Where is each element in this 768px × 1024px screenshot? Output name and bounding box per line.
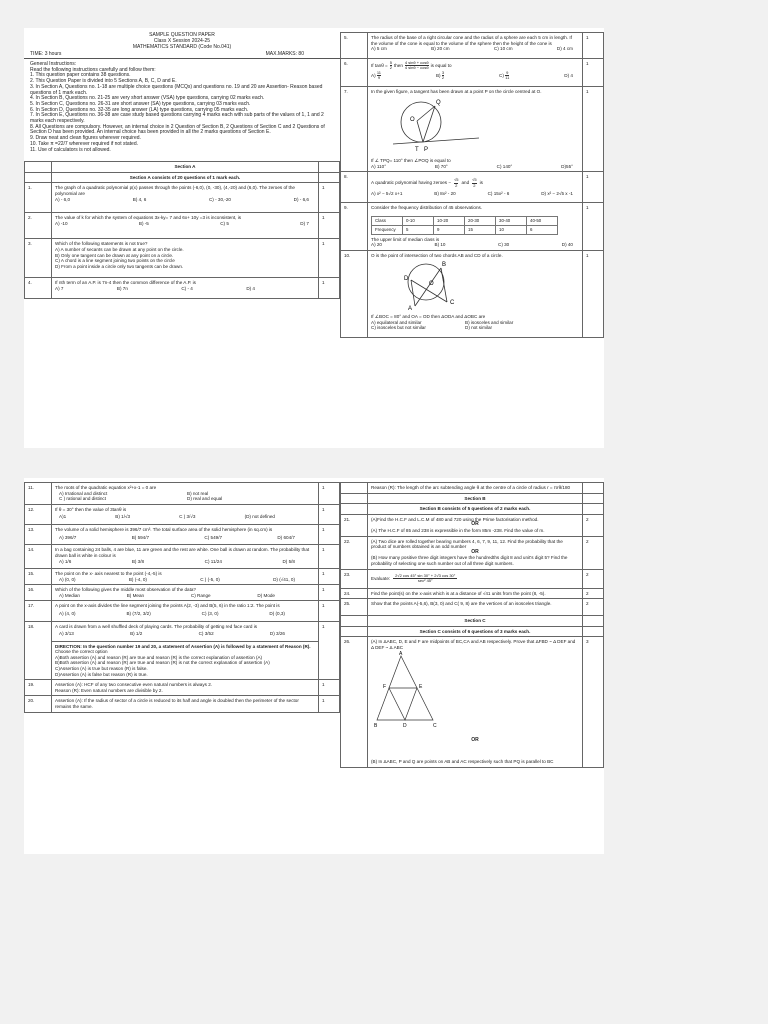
label-b: B — [442, 262, 447, 269]
question-text: Show that the points A(-5,6), B(3, 0) and C( 9, 8) are the vertices of an isosceles triangle. — [371, 601, 552, 607]
label-p: P — [424, 147, 429, 154]
question-text: Which of the following gives the middle most observation of the data? — [55, 587, 196, 593]
label-t: T — [415, 147, 419, 154]
instruction: 4. In Section B, Questions no. 21-25 are very short answer (VSA) type questions, carrying 02 marks each. — [30, 95, 265, 102]
question-text: The roots of the quadratic equation x²+x-1 = 0 are — [55, 485, 157, 490]
question-number: 7. — [341, 86, 368, 171]
question-row — [341, 58, 604, 86]
question-text: Assertion (A): HCF of any two consecutive even natural numbers is always 2. — [55, 682, 213, 688]
section-b-title: Section B — [368, 493, 583, 504]
questions-table — [340, 482, 604, 768]
option: D) 3/26 — [269, 631, 285, 637]
question-number: 15. — [25, 568, 52, 584]
fraction-denominator: sec² 45° — [417, 578, 433, 584]
option: A) 3/13 — [59, 631, 74, 637]
option-label: C) — [499, 73, 504, 78]
question-text: If tanθ = — [371, 62, 388, 68]
table-cell: 10-20 — [434, 217, 465, 226]
table-cell: 5 — [403, 225, 434, 234]
table-cell: Class — [372, 217, 403, 226]
section-a-desc: Section A consists of 20 questions of 1 mark each. — [52, 172, 319, 183]
option: A) Median — [59, 592, 80, 598]
fraction-numerator: 3 — [441, 69, 445, 75]
question-marks: 2 — [583, 599, 604, 616]
question-marks: 2 — [583, 536, 604, 569]
question-number: 3. — [25, 239, 52, 278]
question-marks: 1 — [319, 183, 340, 213]
option: A) -10 — [55, 220, 68, 226]
option: C) - 4 — [181, 285, 193, 291]
option: B) (-4, 0) — [128, 576, 147, 582]
option: D) 4 — [246, 285, 255, 291]
section-a-title: Section A — [52, 162, 319, 173]
option: C ) rational and distinct — [59, 496, 106, 502]
or-label: OR — [471, 521, 479, 528]
question-number: 1. — [25, 183, 52, 213]
question-row — [25, 601, 340, 621]
direction-text: Choose the correct option — [55, 649, 108, 655]
option: D) 4 — [564, 72, 573, 78]
question-number: 18. — [25, 621, 52, 680]
option: B) (7/2, 3/2) — [126, 610, 151, 616]
fraction-numerator: √5 — [454, 177, 459, 183]
question-text: A card is drawn from a well shuffled deck of playing cards. The probability of getting red face card is — [55, 623, 258, 629]
question-row — [341, 172, 604, 203]
table-cell: 10 — [496, 225, 527, 234]
fraction-denominator: 2 — [455, 182, 458, 188]
question-marks: 1 — [319, 239, 340, 278]
option: B) 10 — [434, 242, 446, 248]
question-number: 16. — [25, 585, 52, 601]
question-row — [25, 568, 340, 584]
question-row — [25, 680, 340, 696]
option: A)1 — [59, 514, 67, 520]
option: B) isosceles and similar — [465, 319, 514, 325]
option: C) 10 cm — [493, 46, 513, 52]
question-row — [25, 213, 340, 239]
frequency-table — [371, 216, 558, 234]
question-marks: 1 — [583, 86, 604, 171]
question-text: (A) In ΔABC, D, E and F are midpoints of BC,CA and AB respectively. Prove that ΔFBD ~ Δ DEF and Δ DEF ~ Δ ABC — [371, 639, 576, 650]
option: D) From a point inside a circle only two tangents can be drawn. — [55, 263, 184, 269]
label-d: D — [404, 276, 409, 283]
question-row — [25, 183, 340, 213]
question-marks: 1 — [319, 568, 340, 584]
question-number: 24. — [341, 588, 368, 599]
question-marks: 2 — [583, 588, 604, 599]
option: D) - 6,6 — [293, 196, 309, 202]
question-row — [341, 599, 604, 616]
option: C) - 30,-20 — [208, 196, 231, 202]
option: A) (0, 0) — [59, 576, 76, 582]
question-number: 23. — [341, 569, 368, 588]
fraction-numerator: 11 — [376, 69, 382, 75]
option: C) A chord is a line segment joining two points on the circle — [55, 258, 175, 264]
question-row — [25, 696, 340, 712]
question-row — [25, 524, 340, 544]
option: A) - 6,0 — [55, 196, 71, 202]
option: D) 5/8 — [282, 559, 295, 565]
question-marks: 1 — [319, 524, 340, 544]
option: D) 40 — [561, 242, 573, 248]
instruction: 9. Draw neat and clean figures wherever required. — [30, 135, 141, 142]
fraction-denominator: 4 sinθ − cosθ — [404, 65, 429, 71]
instruction: 11. Use of calculators is not allowed. — [30, 146, 111, 153]
question-marks: 2 — [583, 569, 604, 588]
question-number: 11. — [25, 483, 52, 505]
question-marks: 1 — [583, 202, 604, 250]
option: D) Mode — [257, 592, 275, 598]
question-row — [25, 585, 340, 601]
question-number: 17. — [25, 601, 52, 621]
option: B) -5 — [138, 220, 149, 226]
instruction: Read the following instructions carefully and follow them: — [30, 66, 156, 73]
instruction: 2. This Question Paper is divided into 5 Sections A, B, C, D and E. — [30, 78, 177, 85]
table-cell: 0-10 — [403, 217, 434, 226]
question-number: 4. — [25, 278, 52, 298]
question-number: 6. — [341, 58, 368, 86]
fraction-numerator: 2√2 cos 45° sin 30° + 2√3 cos 30° — [395, 572, 456, 578]
option: A) 7 — [55, 285, 64, 291]
header-line: Class X Session 2024-25 — [153, 38, 211, 44]
question-number: 5. — [341, 33, 368, 59]
question-marks: 1 — [319, 621, 340, 680]
option: B) 4, 6 — [132, 196, 147, 202]
question-marks: 1 — [319, 483, 340, 505]
option: C) 3/52 — [198, 631, 214, 637]
question-text: Evaluate: — [371, 575, 391, 581]
option: C) isosceles but not similar — [371, 325, 426, 331]
question-text: A quadratic polynomial having zeroes − — [371, 180, 452, 186]
option: D) (√41, 0) — [273, 576, 295, 582]
fraction-denominator: 11 — [505, 75, 510, 81]
option: D) x² − 2√5 x -1 — [541, 191, 573, 197]
option: C) 549/7 — [204, 534, 223, 540]
option: C) 30 — [498, 242, 510, 248]
fraction-numerator: 4 sinθ + cosθ — [404, 59, 429, 65]
option: A) 20 — [371, 242, 382, 248]
option: A) 110° — [371, 163, 387, 169]
question-text: (A)Find the H.C.F and L.C.M of 480 and 720 using the Prime factorisation method. — [371, 516, 539, 522]
label-c: C — [450, 300, 455, 307]
question-number: 10. — [341, 250, 368, 337]
question-marks: 1 — [319, 213, 340, 239]
option: C) Range — [190, 592, 211, 598]
direction-text: C)Assertion (A) is true but reason (R) is false. — [55, 666, 148, 672]
page-2 — [340, 28, 604, 448]
question-marks: 1 — [583, 33, 604, 59]
question-row — [25, 621, 340, 680]
question-text: A point on the x-axis divides the line segment joining the points A(2, -3) and B(5, 6) in the ratio 1:2. The point is — [55, 603, 280, 609]
question-number: 14. — [25, 545, 52, 569]
section-b-desc: Section B consists of 5 questions of 2 marks each. — [368, 504, 583, 515]
question-number: 9. — [341, 202, 368, 250]
option: B) 70° — [434, 163, 448, 169]
option: D) 7 — [300, 220, 309, 226]
question-row — [341, 202, 604, 250]
question-number: 8. — [341, 172, 368, 203]
header-line: SAMPLE QUESTION PAPER — [149, 32, 215, 38]
question-row — [341, 569, 604, 588]
option: B) not real — [187, 490, 209, 496]
option: B) Mean — [126, 592, 145, 598]
question-row — [341, 250, 604, 337]
table-cell: 20-30 — [465, 217, 496, 226]
question-row — [25, 483, 340, 505]
frequency-row — [372, 225, 558, 234]
max-marks-label: MAX.MARKS: 80 — [265, 51, 304, 57]
instruction: 8. All Questions are compulsory. However, an internal choice in 2 Question of Section B, 2 Questions of Section C and 2 Questions of Section D has been provided. An internal choice has been provided in all the 2 marks questions of Section E. — [30, 123, 325, 136]
question-text: (A) Two dice are rolled together bearing numbers 4, 6, 7, 9, 11, 12. Find the probability that the product of numbers obtained is an odd number — [371, 538, 563, 550]
option: D) (0,3) — [269, 610, 285, 616]
page-3 — [24, 478, 340, 854]
reason-text: Reason (R): The length of the arc subtending angle θ at the centre of a circle of radius r = πrθ/180 — [371, 485, 571, 490]
option: B) Only one tangent can be drawn at any point on a circle. — [55, 252, 174, 258]
question-row — [341, 86, 604, 171]
option: A) x² − 5√2 x+1 — [371, 191, 403, 197]
fraction-numerator: 5 — [389, 59, 392, 65]
option: B) 20 cm — [431, 46, 450, 52]
question-text: If ∠ TPQ= 110° then ∠POQ is equal to — [371, 157, 451, 163]
question-marks: 1 — [583, 250, 604, 337]
option: D) 604/7 — [277, 534, 295, 540]
direction-text: DIRECTION: In the question number 19 and 20, a statement of Assertion (A) is followed by a statement of Reason (R). — [55, 643, 311, 649]
question-number: 26. — [341, 637, 368, 768]
question-text: If θ = 30° then the value of 3tanθ is — [55, 506, 127, 512]
option: D) 4 cm — [556, 46, 573, 52]
question-text: Which of the following statements is not true? — [55, 241, 148, 247]
option-label: B) — [435, 73, 441, 78]
option: D) real and equal — [187, 496, 223, 502]
question-marks: 1 — [319, 585, 340, 601]
option: B) 594/7 — [131, 534, 150, 540]
instruction: 6. In Section D, Questions no. 32-35 are long answer (LA) type questions, carrying 05 marks each. — [30, 106, 249, 113]
option: C) 5 — [220, 220, 229, 226]
direction-text: B)Both assertion (A) and reason (R) are true and reason (R) is not the correct explanation of assertion (A) — [55, 660, 270, 666]
question-marks: 1 — [319, 601, 340, 621]
label-c: C — [433, 723, 437, 730]
fraction-numerator: √5 — [472, 177, 477, 183]
question-row — [25, 239, 340, 278]
question-text: Reason (R): Even natural numbers are divisible by 2. — [55, 687, 163, 693]
question-row — [341, 514, 604, 536]
question-marks: 1 — [319, 504, 340, 524]
question-text: Assertion (A): If the radius of sector of a circle is reduced to its half and angle is doubled then the perimeter of the sector remains the same. — [55, 698, 299, 710]
question-number: 20. — [25, 696, 52, 712]
label-o: O — [429, 281, 434, 288]
question-row — [25, 278, 340, 298]
intersecting-chords-figure — [371, 258, 491, 312]
option: A) 5 cm — [371, 46, 387, 52]
section-c-title: Section C — [368, 615, 583, 626]
label-d: D — [403, 723, 407, 730]
or-label: OR — [471, 548, 479, 555]
instruction: 1. This question paper contains 38 questions. — [30, 72, 131, 79]
question-text: The value of k for which the system of equations 3x-ky= 7 and 6x+ 10y =3 is inconsistent, is — [55, 215, 242, 221]
label-f: F — [383, 684, 387, 691]
question-text: The volume of a solid hemisphere is 396/7 cm³. The total surface area of the solid hemisphere (in sq.cm) is — [55, 526, 273, 532]
option: C) 11/24 — [204, 559, 222, 565]
option: C) 15x² - 6 — [487, 191, 510, 197]
option: A) (4, 0) — [59, 610, 76, 616]
question-text: If ∠BOC = 80° and OA = OD then ΔODA and ΔOBC are — [371, 313, 486, 319]
question-row — [25, 545, 340, 569]
question-row — [341, 637, 604, 768]
question-text: In a bag containing 24 balls, 4 are blue, 11 are green and the rest are white. One ball is drawn at random. The probability that drawn ball is white in colour is — [55, 547, 310, 558]
question-text: Consider the frequency distribution of 45 observations. — [371, 204, 483, 210]
section-a-table — [24, 161, 340, 298]
question-text: (B) In ΔABC, P and Q are points on AB and AC respectively such that PQ is parallel to BC — [371, 759, 554, 765]
question-text: then — [393, 62, 403, 68]
question-text: is — [479, 180, 483, 186]
label-a: A — [399, 651, 403, 658]
direction-text: D)Assertion (A) is false but reason (R) is true. — [55, 671, 148, 677]
direction-text: A)Both assertion (A) and reason (R) are true and reason (R) is the correct explanation of assertion (A) — [55, 654, 263, 660]
instruction: 7. In Section E, Questions no. 36-38 are case study based questions carrying 4 marks each with sub parts of the values of 1, 1 and 2 marks each respectively. — [30, 112, 324, 125]
table-cell: 9 — [434, 225, 465, 234]
questions-table — [340, 32, 604, 338]
table-cell: 40-50 — [527, 217, 558, 226]
midpoint-triangle-figure — [371, 650, 461, 730]
question-text: The graph of a quadratic polynomial p(x) passes through the points (-6,0), (0, -30), (4,-20) and (6,0). The zeroes of the polynomial are — [55, 185, 295, 197]
table-cell: Frequency — [372, 225, 403, 234]
paper-header — [24, 28, 340, 50]
option: A) 1/6 — [59, 559, 72, 565]
question-text: In the given figure, a tangent has been drawn at a point P on the circle centred at O. — [371, 88, 542, 94]
question-text: Find the point(s) on the x-axis which is at a distance of √41 units from the point (8, -5). — [371, 590, 546, 596]
label-q: Q — [436, 100, 441, 107]
instruction: 5. In Section C, Questions no. 26-31 are short answer (SA) type questions, carrying 03 marks each. — [30, 100, 251, 107]
question-marks: 1 — [583, 58, 604, 86]
time-label: TIME: 3 hours — [30, 51, 62, 57]
option: B) 7n — [116, 285, 128, 291]
instructions-title: General Instructions: — [30, 61, 77, 67]
fraction-denominator: 2 — [441, 75, 445, 81]
option: B) 1/2 — [130, 631, 143, 637]
question-number: 22. — [341, 536, 368, 569]
question-number: 2. — [25, 213, 52, 239]
question-text: (A) The H.C.F of 85 and 238 is expressible in the form 85m -238. Find the value of m. — [371, 527, 545, 533]
question-marks: 1 — [319, 680, 340, 696]
header-line: MATHEMATICS STANDARD (Code No.041) — [132, 44, 232, 50]
question-number: 21. — [341, 514, 368, 536]
question-number: 12. — [25, 504, 52, 524]
fraction-numerator: 9 — [506, 69, 509, 75]
question-text: and — [461, 180, 470, 186]
time-marks-row — [24, 50, 340, 59]
section-c-desc: Section C consists of 6 questions of 3 marks each. — [368, 626, 583, 637]
question-text: The radius of the base of a right circular cone and the radius of a sphere are each 5 cm in length. If the volume of the cone is equal to the volume of the sphere then the height of the cone is — [371, 35, 572, 46]
question-marks: 3 — [583, 637, 604, 768]
question-text: If nth term of an A.P. is 7n-4 then the common difference of the A.P. is — [55, 280, 196, 286]
option: A) 396/7 — [59, 534, 77, 540]
instruction: 3. In Section A, Questions no. 1-18 are multiple choice questions (MCQs) and questions no. 19 and 20 are Assertion- Reason based questions of 1 mark each. — [30, 83, 323, 96]
fraction-denominator: 2 — [473, 182, 476, 188]
question-number: 25. — [341, 599, 368, 616]
question-marks: 2 — [583, 514, 604, 536]
option: C ) (-5, 0) — [200, 576, 220, 582]
table-cell: 15 — [465, 225, 496, 234]
question-marks: 1 — [319, 278, 340, 298]
question-text: The upper limit of median class is — [371, 236, 440, 242]
or-label: OR — [471, 736, 479, 743]
option: C) 140° — [496, 163, 513, 169]
option: A) Irrational and distinct — [59, 490, 108, 496]
option: D)55° — [561, 163, 573, 169]
question-marks: 1 — [319, 696, 340, 712]
label-a: A — [408, 306, 413, 313]
question-text: O is the point of intersection of two chords AB and CD of a circle. — [371, 252, 503, 258]
tangent-circle-figure — [371, 94, 491, 156]
question-marks: 1 — [319, 545, 340, 569]
question-text: (B) How many positive three digit integers have the hundredths digit 8 and unit's digit 5? Find the probability of selecting one such number out of all three digit numbers. — [371, 555, 568, 566]
questions-table — [24, 482, 340, 713]
option: D) not similar — [465, 325, 493, 331]
class-row — [372, 217, 558, 226]
instruction: 10. Take π =22/7 wherever required if not stated. — [30, 140, 139, 147]
page-4 — [340, 478, 604, 854]
general-instructions — [24, 59, 340, 153]
option: B) 1/√3 — [115, 514, 131, 520]
question-number: 19. — [25, 680, 52, 696]
question-number: 13. — [25, 524, 52, 544]
question-row — [341, 588, 604, 599]
table-cell: 6 — [527, 225, 558, 234]
question-text: is equal to — [430, 62, 452, 68]
label-e: E — [419, 684, 423, 691]
fraction-denominator: 2 — [389, 65, 392, 71]
question-text: The point on the x- axis nearest to the point (-4,-5) is — [55, 570, 162, 576]
label-o: O — [410, 117, 415, 124]
option: (D) not defined — [244, 514, 275, 520]
option: C) (3, 0) — [201, 610, 219, 616]
option: C ) 3/√3 — [179, 514, 196, 520]
label-b: B — [374, 723, 378, 730]
option: A) equilateral and similar — [371, 319, 422, 325]
fraction-denominator: 9 — [377, 75, 381, 81]
option: A) A number of secants can be drawn at any point on the circle. — [55, 247, 184, 252]
page-1 — [24, 28, 340, 448]
question-row — [341, 536, 604, 569]
option: B) 8x² - 20 — [434, 191, 456, 197]
option: B) 3/8 — [131, 559, 145, 565]
option-label: A) — [371, 73, 376, 78]
question-marks: 1 — [583, 172, 604, 203]
table-cell: 30-40 — [496, 217, 527, 226]
question-row — [341, 33, 604, 59]
question-row — [25, 504, 340, 524]
